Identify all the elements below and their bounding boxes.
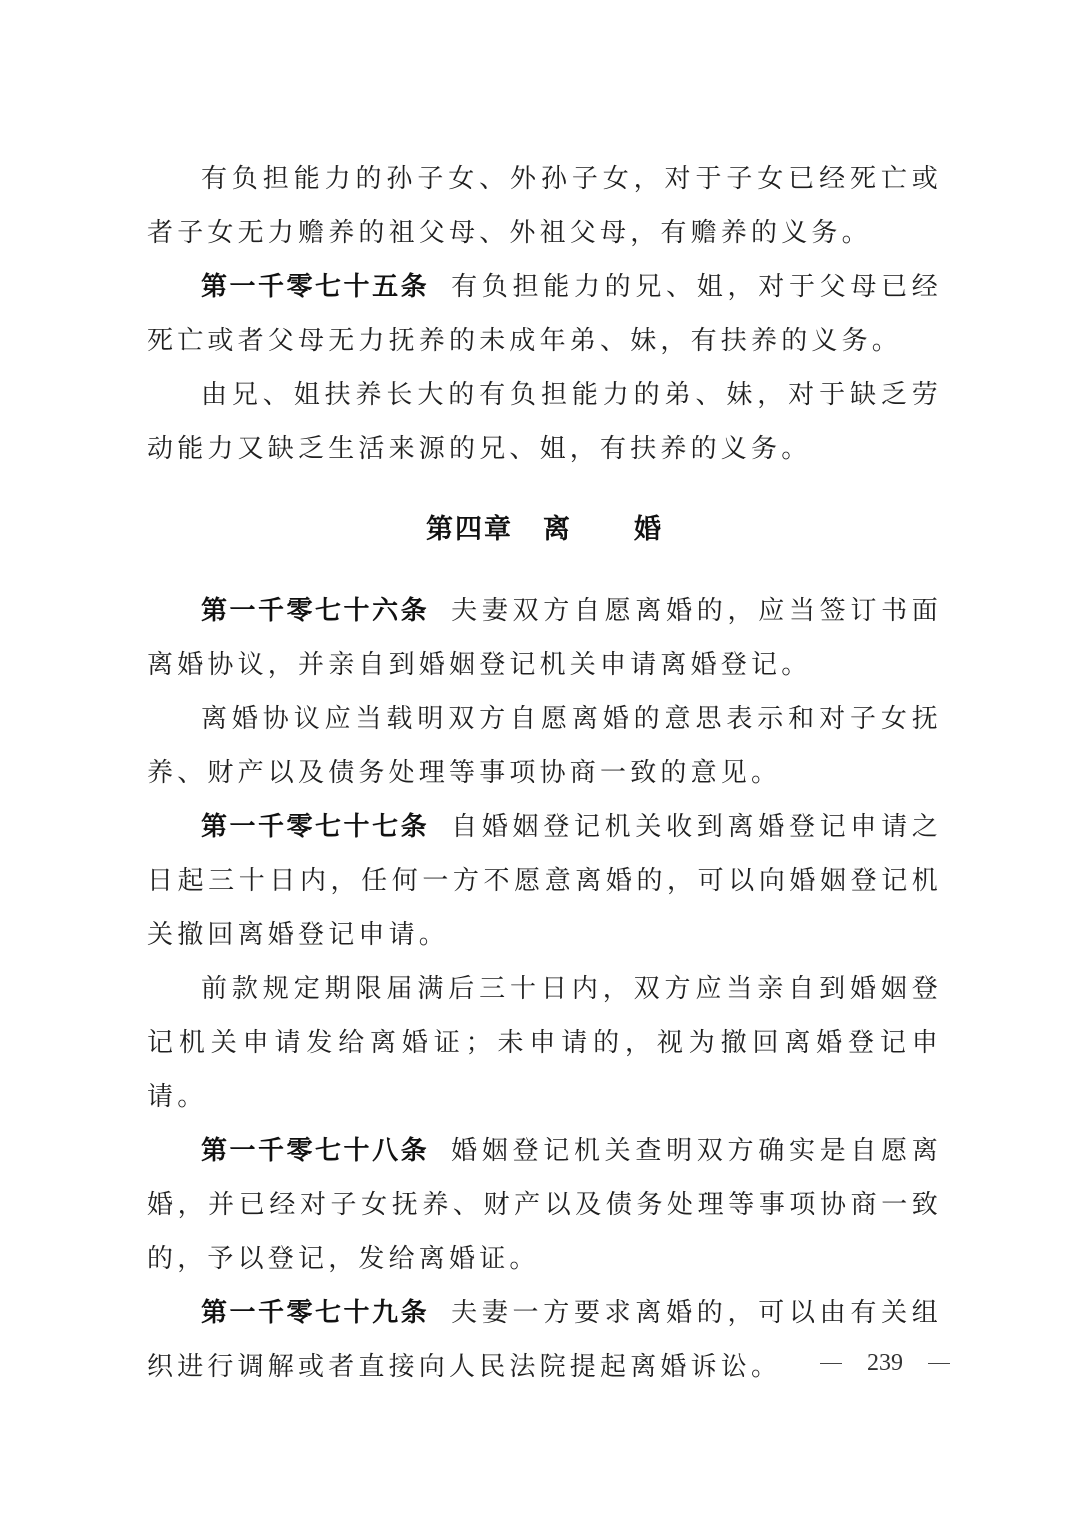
paragraph-text: 离婚协议应当载明双方自愿离婚的意思表示和对子女抚养、财产以及债务处理等事项协商一致的意见。 (147, 704, 942, 788)
paragraph-text: 前款规定期限届满后三十日内，双方应当亲自到婚姻登记机关申请发给离婚证；未申请的，视为撤回离婚登记申请。 (147, 974, 942, 1112)
paragraph (147, 152, 942, 260)
page-footer (820, 1350, 950, 1377)
paragraph (147, 1124, 942, 1286)
article-heading: 第一千零七十八条 (201, 1136, 430, 1166)
article-heading: 第一千零七十五条 (201, 272, 430, 302)
chapter-title-part2: 婚 (634, 514, 663, 545)
page-body (147, 152, 942, 1394)
paragraph-text: 婚姻登记机关查明双方确实是自愿离婚，并已经对子女抚养、财产以及债务处理等事项协商一致的，予以登记，发给离婚证。 (147, 1136, 942, 1274)
paragraph-text: 夫妻双方自愿离婚的，应当签订书面离婚协议，并亲自到婚姻登记机关申请离婚登记。 (147, 596, 942, 680)
paragraph-text: 有负担能力的孙子女、外孙子女，对于子女已经死亡或者子女无力赡养的祖父母、外祖父母，有赡养的义务。 (147, 164, 942, 248)
paragraph-text: 夫妻一方要求离婚的，可以由有关组织进行调解或者直接向人民法院提起离婚诉讼。 (147, 1298, 942, 1382)
footer-dash-left (820, 1363, 842, 1364)
paragraph (147, 800, 942, 962)
chapter-heading (147, 503, 942, 557)
paragraph (147, 962, 942, 1124)
page-number: 239 (867, 1350, 903, 1376)
chapter-title-part1: 离 (543, 514, 572, 545)
article-heading: 第一千零七十九条 (201, 1298, 430, 1328)
article-heading: 第一千零七十六条 (201, 596, 430, 626)
paragraph (147, 260, 942, 368)
paragraph-text: 自婚姻登记机关收到离婚登记申请之日起三十日内，任何一方不愿意离婚的，可以向婚姻登记机关撤回离婚登记申请。 (147, 812, 942, 950)
paragraph (147, 584, 942, 692)
paragraph (147, 368, 942, 476)
paragraph (147, 692, 942, 800)
paragraph-text: 由兄、姐扶养长大的有负担能力的弟、妹，对于缺乏劳动能力又缺乏生活来源的兄、姐，有扶养的义务。 (147, 380, 942, 464)
paragraph-text: 有负担能力的兄、姐，对于父母已经死亡或者父母无力抚养的未成年弟、妹，有扶养的义务。 (147, 272, 942, 356)
paragraph (147, 1286, 942, 1394)
footer-dash-right (928, 1363, 950, 1364)
chapter-number: 第四章 (426, 514, 513, 545)
article-heading: 第一千零七十七条 (201, 812, 430, 842)
